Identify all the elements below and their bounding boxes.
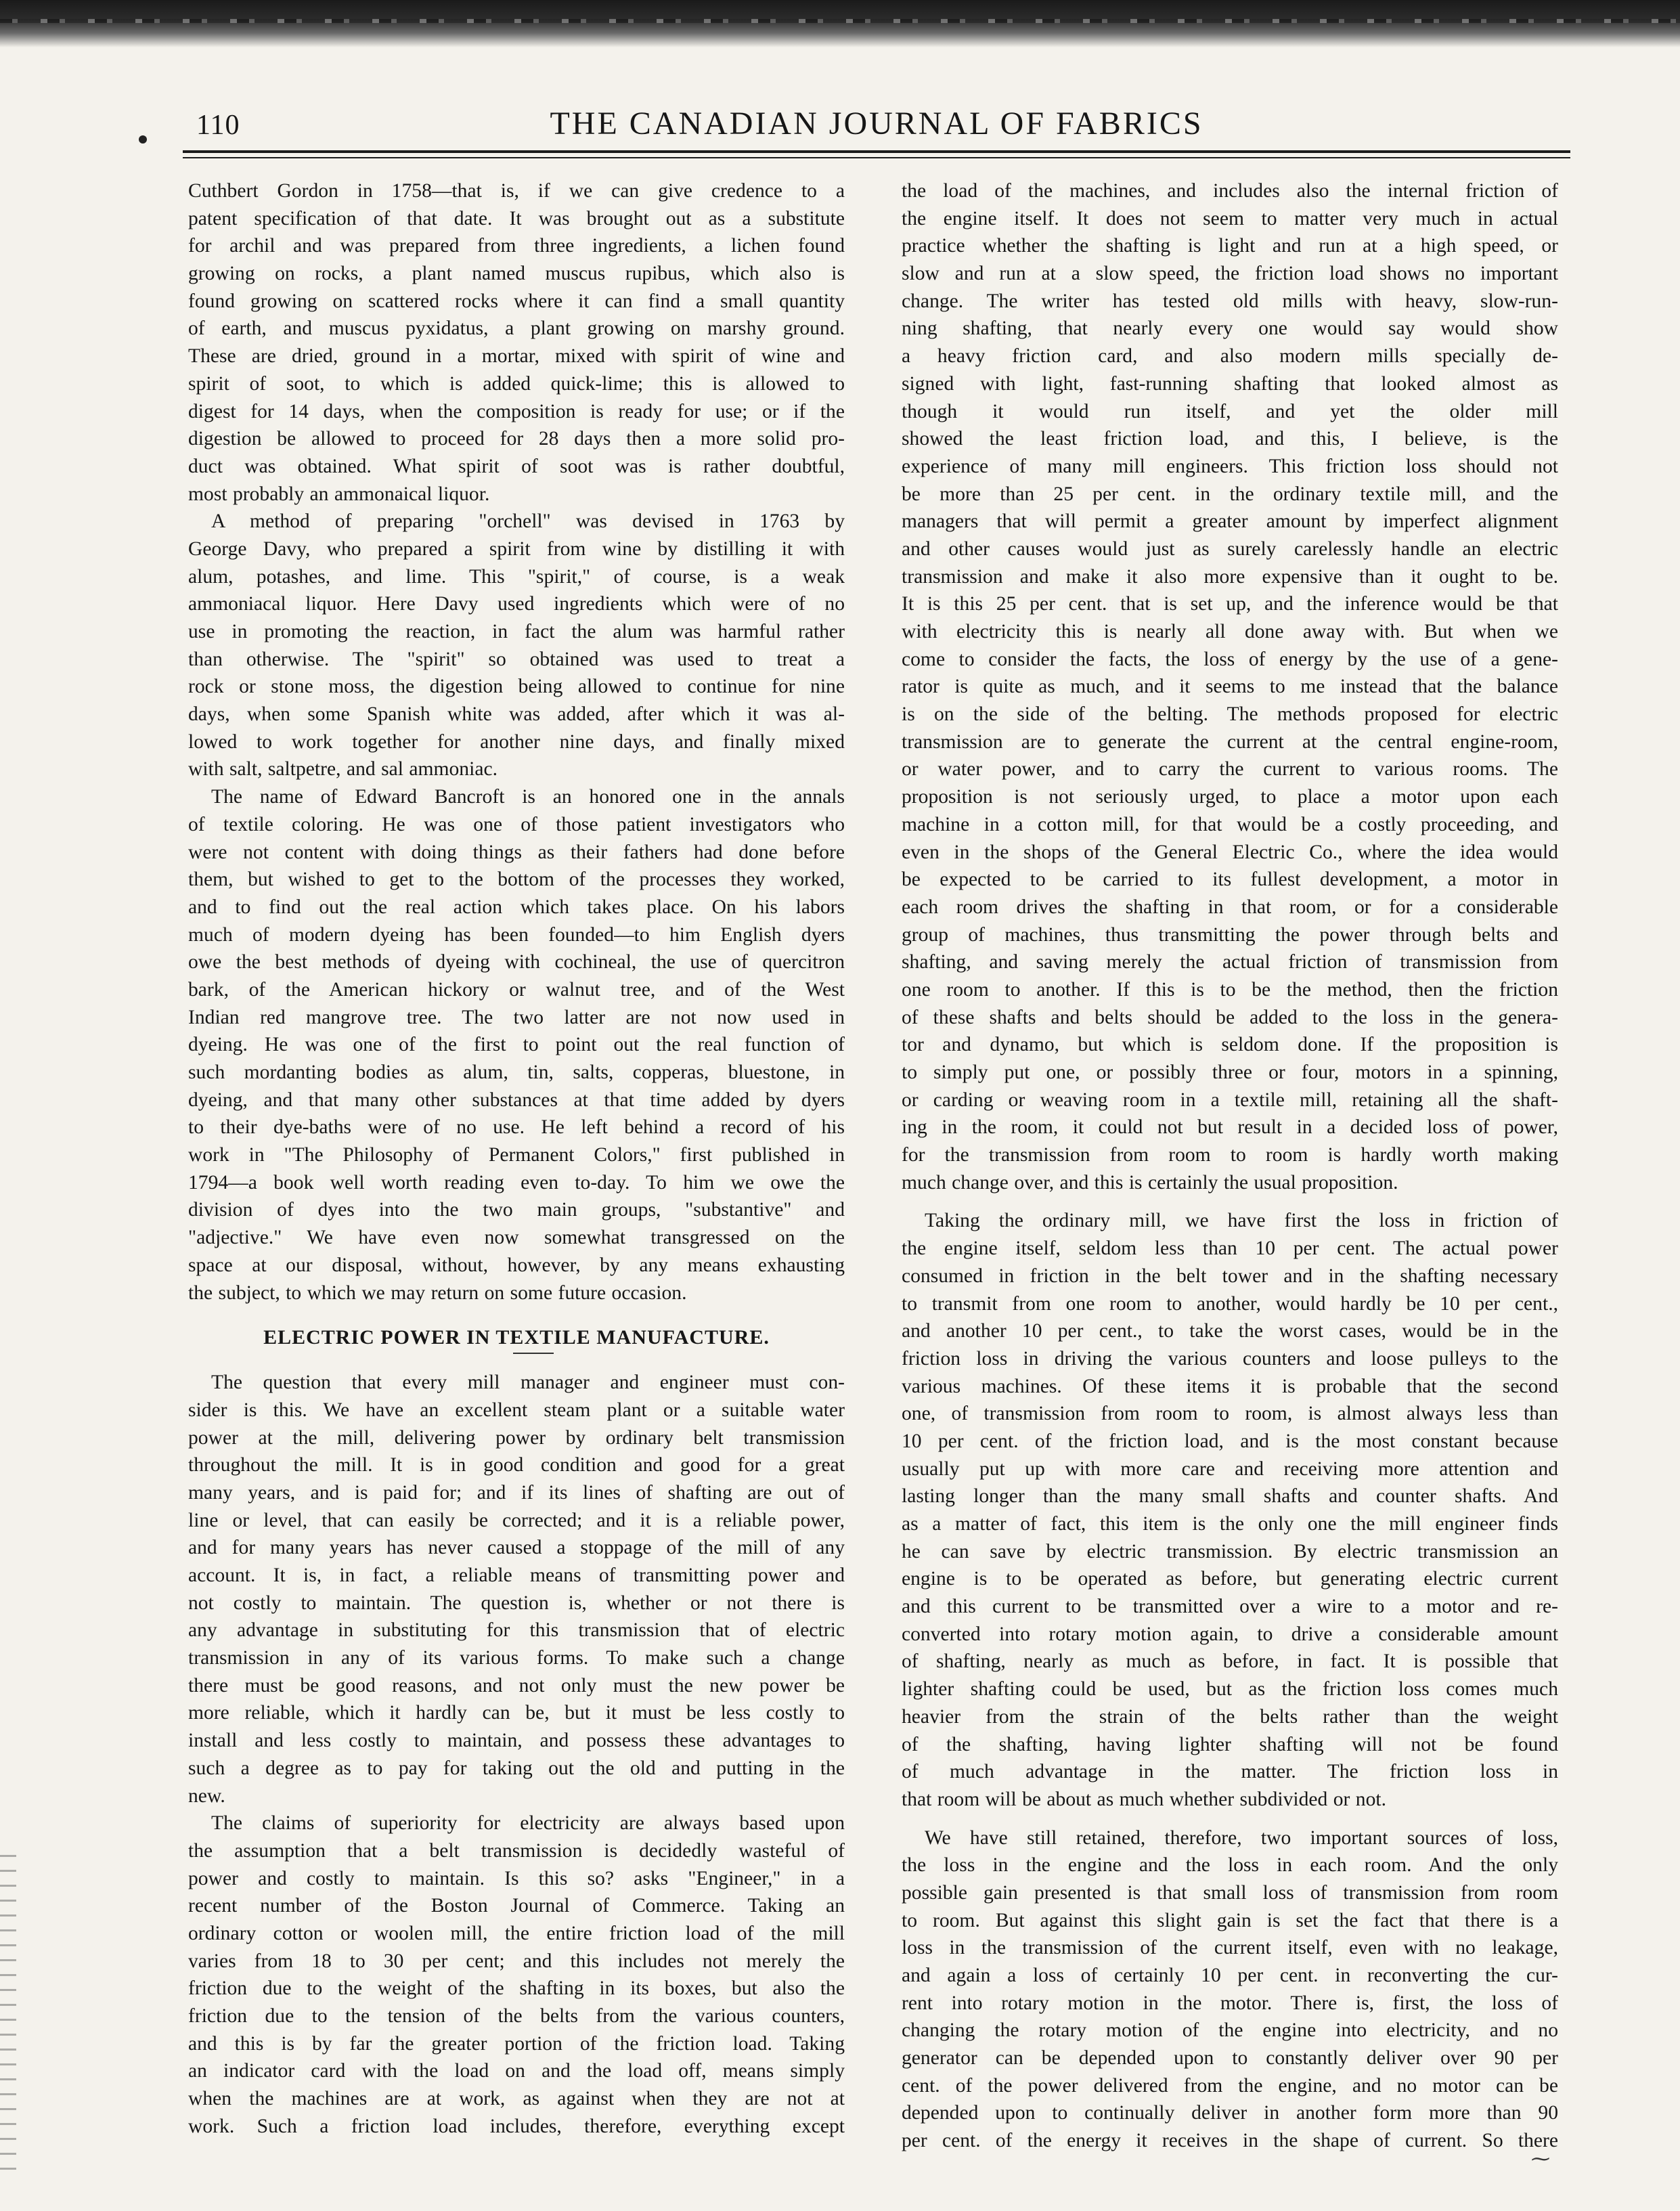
text-line: the engine itself. It does not seem to matter very much in actual (902, 207, 1558, 229)
text-line: ordinary cotton or woolen mill, the entire friction load of the mill (188, 1922, 845, 1944)
text-line: various machines. Of these items it is probable that the second (902, 1375, 1558, 1397)
text-line: lighter shafting could be used, but as the friction loss comes much (902, 1678, 1558, 1701)
text-line: "adjective." We have even now somewhat transgressed on the (188, 1227, 845, 1249)
text-line: be expected to be carried to its fullest development, a motor in (902, 869, 1558, 891)
text-line: engine is to be operated as before, but generating electric current (902, 1568, 1558, 1590)
text-line: any advantage in substituting for this transmission that of electric (188, 1619, 845, 1642)
text-line: duct was obtained. What spirit of soot was is rather doubtful, (188, 455, 845, 477)
text-line: the subject, to which we may return on some future occasion. (188, 1282, 687, 1304)
text-line: varies from 18 to 30 per cent; and this includes not merely the (188, 1950, 845, 1972)
text-line: be more than 25 per cent. in the ordinary textile mill, and the (902, 483, 1558, 505)
text-line: We have still retained, therefore, two important sources of loss, (925, 1826, 1558, 1849)
text-line: or water power, and to carry the current to various rooms. The (902, 758, 1558, 781)
text-line: slow and run at a slow speed, the friction load shows no important (902, 263, 1558, 285)
text-line: as a matter of fact, this item is the only one the mill engineer finds (902, 1513, 1558, 1535)
text-line: consumed in friction in the belt tower and in the shafting necessary (902, 1265, 1558, 1287)
text-line: to transmit from one room to another, would hardly be 10 per cent., (902, 1292, 1558, 1315)
text-line: of textile coloring. He was one of those patient investigators who (188, 813, 845, 835)
text-line: managers that will permit a greater amount by imperfect alignment (902, 510, 1558, 533)
text-line: with electricity this is nearly all done away with. But when we (902, 621, 1558, 642)
text-line: power at the mill, delivering power by ordinary belt transmission (188, 1426, 845, 1449)
text-line: were not content with doing things as their fathers had done before (188, 841, 845, 863)
text-line: such mordanting bodies as alum, tin, salts, copperas, bluestone, in (188, 1061, 845, 1083)
text-line: the engine itself, seldom less than 10 per cent. The actual power (902, 1238, 1558, 1260)
text-line: possible gain presented is that small loss of transmission from room (902, 1881, 1558, 1904)
text-line: ning shafting, that nearly every one would say would show (902, 318, 1558, 340)
text-line: patent specification of that date. It was brought out as a substitute (188, 207, 845, 229)
text-line: or carding or weaving room in a textile mill, retaining all the shaft- (902, 1089, 1558, 1111)
text-line: work. Such a friction load includes, therefore, everything except (188, 2115, 845, 2137)
paragraph-gap (902, 1196, 1558, 1207)
text-line: friction loss in driving the various counters and loose pulleys to the (902, 1347, 1558, 1370)
journal-title: THE CANADIAN JOURNAL OF FABRICS (550, 106, 1203, 141)
margin-specks (0, 1855, 16, 2173)
text-line: Cuthbert Gordon in 1758—that is, if we can give credence to a (188, 180, 845, 202)
text-line: line or level, that can easily be corrected; and it is a reliable power, (188, 1509, 845, 1531)
text-line: for archil and was prepared from three ingredients, a lichen found (188, 235, 845, 257)
text-line: ammoniacal liquor. Here Davy used ingredients which were of no (188, 593, 845, 615)
header-rule (183, 150, 1570, 153)
text-line: of these shafts and belts should be added to the loss in the genera- (902, 1006, 1558, 1028)
corner-mark: ⁓ (1531, 2149, 1550, 2170)
text-line: when the machines are at work, as against when they are not at (188, 2088, 845, 2110)
text-line: them, but wished to get to the bottom of the processes they worked, (188, 869, 845, 891)
text-line: such a degree as to pay for taking out the old and putting in the (188, 1757, 845, 1779)
text-line: experience of many mill engineers. This friction loss should not (902, 455, 1558, 477)
text-line: division of dyes into the two main groups, "substantive" and (188, 1199, 845, 1221)
text-line: with salt, saltpetre, and sal ammoniac. (188, 758, 498, 781)
text-line: is on the side of the belting. The methods proposed for electric (902, 703, 1558, 726)
paragraph-gap (902, 1814, 1558, 1824)
text-line: changing the rotary motion of the engine into electricity, and no (902, 2019, 1558, 2042)
text-line: to simply put one, or possibly three or four, motors in a spinning, (902, 1061, 1558, 1083)
text-line: signed with light, fast-running shafting that looked almost as (902, 372, 1558, 395)
text-line: 1794—a book well worth reading even to-day. To him we owe the (188, 1171, 845, 1194)
text-line: alum, potashes, and lime. This "spirit," of course, is a weak (188, 565, 845, 588)
text-line: showed the least friction load, and this, I believe, is the (902, 428, 1558, 450)
margin-speck (139, 135, 147, 144)
text-line: depended upon to continually deliver in another form more than 90 (902, 2102, 1558, 2124)
text-line: Indian red mangrove tree. The two latter are not now used in (188, 1006, 845, 1028)
text-line: transmission are to generate the current at the central engine-room, (902, 730, 1558, 753)
text-line: usually put up with more care and receiving more attention and (902, 1458, 1558, 1480)
text-line: A method of preparing "orchell" was devised in 1763 by (211, 510, 845, 533)
text-line: tor and dynamo, but which is seldom done. If the proposition is (902, 1034, 1558, 1056)
text-line: one room to another. If this is to be the method, then the friction (902, 978, 1558, 1001)
text-line: use in promoting the reaction, in fact the alum was harmful rather (188, 621, 845, 642)
text-line: The name of Edward Bancroft is an honored one in the annals (211, 786, 845, 808)
text-line: George Davy, who prepared a spirit from wine by distilling it with (188, 538, 845, 560)
text-line: transmission and make it also more expensive than it ought to be. (902, 565, 1558, 588)
article-heading: ELECTRIC POWER IN TEXTILE MANUFACTURE. (188, 1307, 845, 1369)
text-line: days, when some Spanish white was added, after which it was al- (188, 703, 845, 726)
text-line: and this is by far the greater portion of the friction load. Taking (188, 2032, 845, 2055)
text-line: and for many years has never caused a stoppage of the mill of any (188, 1537, 845, 1559)
text-line: and this current to be transmitted over a wire to a motor and re- (902, 1596, 1558, 1618)
text-line: the load of the machines, and includes also the internal friction of (902, 180, 1558, 202)
text-line: per cent. of the energy it receives in the shape of current. So there (902, 2130, 1558, 2152)
text-line: work in "The Philosophy of Permanent Colors," first published in (188, 1144, 845, 1166)
text-line: to their dye-baths were of no use. He left behind a record of his (188, 1116, 845, 1139)
right-column (902, 177, 1558, 2155)
text-line: practice whether the shafting is light and run at a high speed, or (902, 235, 1558, 257)
text-line: The claims of superiority for electricity are always based upon (211, 1812, 845, 1835)
text-line: loss in the transmission of the current itself, even with no leakage, (902, 1937, 1558, 1959)
text-line: much of modern dyeing has been founded—to him English dyers (188, 923, 845, 946)
text-line: though it would run itself, and yet the older mill (902, 400, 1558, 422)
text-line: install and less costly to maintain, and possess these advantages to (188, 1730, 845, 1752)
text-line: not costly to maintain. The question is, whether or not there is (188, 1592, 845, 1614)
header-rule-thin (183, 157, 1570, 158)
text-line: owe the best methods of dyeing with cochineal, the use of quercitron (188, 951, 845, 973)
text-line: friction due to the tension of the belts from the various counters, (188, 2005, 845, 2027)
text-line: converted into rotary motion again, to drive a considerable amount (902, 1623, 1558, 1645)
text-line: more reliable, which it hardly can be, but it must be less costly to (188, 1702, 845, 1724)
text-line: The question that every mill manager and engineer must con- (211, 1372, 845, 1394)
text-line: found growing on scattered rocks where it can find a small quantity (188, 290, 845, 312)
text-line: and again a loss of certainly 10 per cent. in reconverting the cur- (902, 1965, 1558, 1986)
text-line: space at our disposal, without, however, by any means exhausting (188, 1254, 845, 1276)
text-line: of the shafting, having lighter shafting will not be found (902, 1733, 1558, 1755)
text-line: there must be good reasons, and not only must the new power be (188, 1674, 845, 1696)
text-line: new. (188, 1785, 225, 1807)
text-line: proposition is not seriously urged, to place a motor upon each (902, 786, 1558, 808)
text-line: than otherwise. The "spirit" so obtained was used to treat a (188, 648, 845, 670)
left-column (188, 177, 845, 2140)
text-line: a heavy friction card, and also modern mills specially de- (902, 345, 1558, 368)
text-line: recent number of the Boston Journal of Commerce. Taking an (188, 1895, 845, 1917)
text-line: digest for 14 days, when the composition is ready for use; or if the (188, 400, 845, 422)
text-line: transmission in any of its various forms. To make such a change (188, 1647, 845, 1669)
text-line: rator is quite as much, and it seems to me instead that the balance (902, 676, 1558, 698)
text-line: one, of transmission from room to room, is almost always less than (902, 1403, 1558, 1425)
text-line: cent. of the power delivered from the engine, and no motor can be (902, 2074, 1558, 2097)
text-line: digestion be allowed to proceed for 28 days then a more solid pro- (188, 428, 845, 450)
text-line: heavier from the strain of the belts rather than the weight (902, 1705, 1558, 1728)
text-line: 10 per cent. of the friction load, and is the most constant because (902, 1430, 1558, 1452)
text-line: lasting longer than the many small shafts and counter shafts. And (902, 1485, 1558, 1508)
text-line: dyeing. He was one of the first to point out the real function of (188, 1034, 845, 1056)
text-line: These are dried, ground in a mortar, mixed with spirit of wine and (188, 345, 845, 368)
text-line: bark, of the American hickory or walnut tree, and of the West (188, 978, 845, 1001)
text-line: group of machines, thus transmitting the power through belts and (902, 923, 1558, 946)
text-line: account. It is, in fact, a reliable means of transmitting power and (188, 1564, 845, 1586)
text-line: shafting, and saving merely the actual friction of transmission from (902, 951, 1558, 973)
text-line: of earth, and muscus pyxidatus, a plant growing on marshy ground. (188, 318, 845, 340)
text-line: Taking the ordinary mill, we have first the loss in friction of (925, 1210, 1558, 1232)
text-line: generator can be depended upon to constantly deliver over 90 per (902, 2047, 1558, 2070)
text-line: spirit of soot, to which is added quick-lime; this is allowed to (188, 372, 845, 395)
text-line: and to find out the real action which takes place. On his labors (188, 896, 845, 918)
text-line: come to consider the facts, the loss of energy by the use of a gene- (902, 648, 1558, 670)
text-line: change. The writer has tested old mills with heavy, slow-run- (902, 290, 1558, 312)
text-line: even in the shops of the General Electric Co., where the idea would (902, 841, 1558, 863)
text-line: ing in the room, it could not but result in a decided loss of power, (902, 1116, 1558, 1139)
text-line: It is this 25 per cent. that is set up, and the inference would be that (902, 593, 1558, 615)
text-line: growing on rocks, a plant named muscus rupibus, which also is (188, 263, 845, 285)
text-line: power and costly to maintain. Is this so? asks "Engineer," in a (188, 1867, 845, 1889)
text-line: lowed to work together for another nine days, and finally mixed (188, 730, 845, 753)
text-line: he can save by electric transmission. By electric transmission an (902, 1540, 1558, 1562)
text-line: to room. But against this slight gain is set the fact that there is a (902, 1909, 1558, 1931)
page-number: 110 (196, 110, 240, 141)
text-line: much change over, and this is certainly the usual proposition. (902, 1171, 1398, 1194)
text-line: and another 10 per cent., to take the worst cases, would be in the (902, 1320, 1558, 1342)
text-line: the loss in the engine and the loss in each room. And the only (902, 1854, 1558, 1877)
text-line: most probably an ammonaical liquor. (188, 483, 490, 505)
text-line: of shafting, nearly as much as before, in fact. It is possible that (902, 1650, 1558, 1673)
text-line: that room will be about as much whether subdivided or not. (902, 1788, 1387, 1810)
text-line: the assumption that a belt transmission is decidedly wasteful of (188, 1839, 845, 1862)
text-line: each room drives the shafting in that room, or for a considerable (902, 896, 1558, 918)
scan-edge-artifact (0, 0, 1680, 47)
text-line: throughout the mill. It is in good condition and good for a great (188, 1454, 845, 1476)
text-line: an indicator card with the load on and the load off, means simply (188, 2060, 845, 2082)
text-line: many years, and is paid for; and if its lines of shafting are out of (188, 1481, 845, 1504)
text-line: of much advantage in the matter. The friction loss in (902, 1761, 1558, 1783)
text-line: and other causes would just as surely carelessly handle an electric (902, 538, 1558, 560)
text-line: for the transmission from room to room is hardly worth making (902, 1144, 1558, 1166)
text-line: rent into rotary motion in the motor. There is, first, the loss of (902, 1992, 1558, 2014)
text-line: sider is this. We have an excellent steam plant or a suitable water (188, 1399, 845, 1421)
text-line: friction due to the weight of the shafting in its boxes, but also the (188, 1977, 845, 2000)
text-line: rock or stone moss, the digestion being allowed to continue for nine (188, 676, 845, 698)
text-line: machine in a cotton mill, for that would be a costly proceeding, and (902, 813, 1558, 835)
page-header (183, 105, 1570, 146)
text-line: dyeing, and that many other substances at that time added by dyers (188, 1089, 845, 1111)
